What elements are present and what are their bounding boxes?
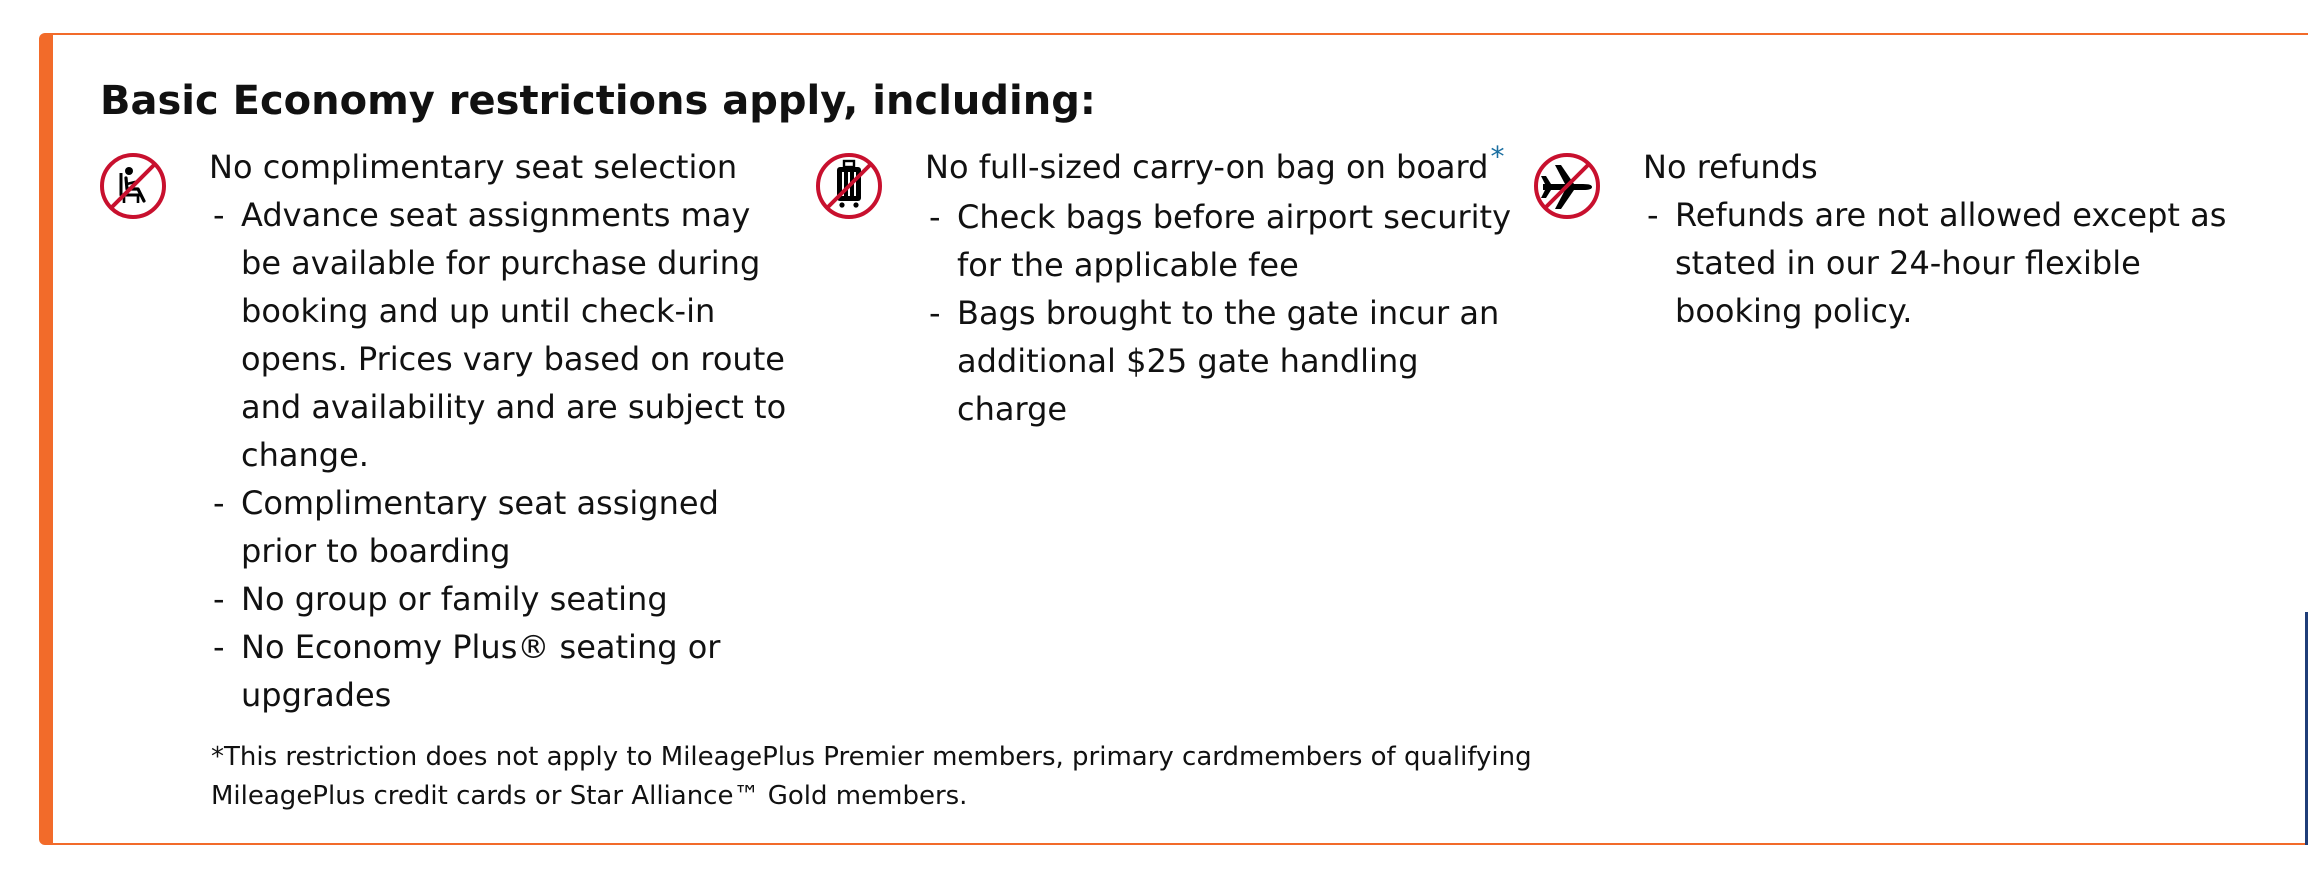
restriction-title: No complimentary seat selection xyxy=(209,148,738,186)
restriction-bullets xyxy=(209,191,799,719)
restriction-title: No full-sized carry-on bag on board* xyxy=(925,140,1505,186)
basic-economy-restrictions-card xyxy=(39,33,2308,845)
list-item: - Check bags before airport security for the applicable fee xyxy=(929,198,1512,284)
list-item: - Complimentary seat assigned prior to boarding xyxy=(213,484,719,570)
footnote-asterisk: * xyxy=(1490,140,1505,173)
restriction-footnote: *This restriction does not apply to MileagePlus Premier members, primary cardmembers of qualifying MileagePlus credit cards or Star Alliance™ Gold members. xyxy=(211,742,1532,811)
no-refunds-plane-icon xyxy=(1532,151,1602,221)
restriction-bullets xyxy=(925,193,1525,433)
no-seat-selection-icon xyxy=(98,151,168,221)
restriction-title: No refunds xyxy=(1643,148,1818,186)
list-item: - Bags brought to the gate incur an additional $25 gate handling charge xyxy=(929,294,1500,428)
list-item: - No Economy Plus® seating or upgrades xyxy=(213,628,721,714)
no-carry-on-bag-icon xyxy=(814,151,884,221)
list-item: - Refunds are not allowed except as stated in our 24-hour flexible booking policy. xyxy=(1647,196,2227,330)
list-item: - No group or family seating xyxy=(213,580,668,618)
restrictions-heading: Basic Economy restrictions apply, including: xyxy=(100,78,1096,124)
restriction-bullets xyxy=(1643,191,2263,335)
list-item: - Advance seat assignments may be available for purchase during booking and up until check-in opens. Prices vary based on route and availability and are subject to change. xyxy=(213,196,787,474)
